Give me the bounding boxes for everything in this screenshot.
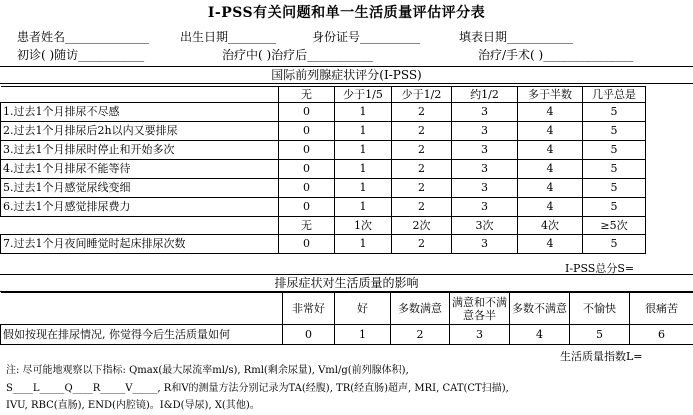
table-row <box>1 198 646 217</box>
score-cell[interactable]: 2 <box>392 179 452 198</box>
notes-line-3: IVU, RBC(直肠), END(内腔镜)。I&D(导尿), X(其他)。 <box>6 400 260 411</box>
column-header: 好 <box>335 293 391 325</box>
score-cell[interactable]: 5 <box>583 198 646 217</box>
score-cell[interactable]: 3 <box>452 103 518 122</box>
column-header: 约1/2 <box>452 87 518 103</box>
question-text: 假如按现在排尿情况, 你觉得今后生活质量如何 <box>1 325 283 345</box>
column-header: 不愉快 <box>570 293 630 325</box>
score-cell[interactable]: 4 <box>518 198 583 217</box>
question-text: 2.过去1个月排尿后2h以内又要排尿 <box>1 122 279 141</box>
score-cell[interactable]: 1 <box>335 198 392 217</box>
score-cell[interactable]: 1 <box>335 325 391 345</box>
score-cell[interactable]: 2 <box>392 198 452 217</box>
question-text: 5.过去1个月感觉尿线变细 <box>1 179 279 198</box>
table-row <box>1 160 646 179</box>
column-header: 少于1/5 <box>335 87 392 103</box>
patient-name-field[interactable]: 患者姓名______________ <box>17 30 150 44</box>
table-row <box>1 122 646 141</box>
score-cell[interactable]: 3 <box>452 160 518 179</box>
score-cell[interactable]: 2 <box>392 160 452 179</box>
score-cell[interactable]: 4 <box>518 122 583 141</box>
score-cell[interactable]: 4 <box>518 141 583 160</box>
table-row <box>1 179 646 198</box>
score-cell[interactable]: 1 <box>335 122 392 141</box>
fill-date-field[interactable]: 填表日期___________ <box>459 30 574 44</box>
column-header: ≥5次 <box>583 217 646 235</box>
score-cell[interactable]: 1 <box>335 160 392 179</box>
visit-type-field[interactable]: 初诊( )随访___________ <box>17 48 145 62</box>
score-cell[interactable]: 4 <box>518 160 583 179</box>
table-row <box>1 141 646 160</box>
qol-index-score[interactable]: 生活质量指数L= <box>560 350 643 363</box>
column-header: 4次 <box>518 217 583 235</box>
question-text: 7.过去1个月夜间睡觉时起床排尿次数 <box>1 235 279 254</box>
ipss-header-row <box>1 87 646 103</box>
score-cell[interactable]: 2 <box>392 122 452 141</box>
blank-cell <box>1 87 279 103</box>
table-row <box>1 235 646 254</box>
score-cell[interactable]: 1 <box>335 103 392 122</box>
score-cell[interactable]: 0 <box>279 141 335 160</box>
score-cell[interactable]: 2 <box>391 325 450 345</box>
column-header: 多数满意 <box>391 293 450 325</box>
score-cell[interactable]: 2 <box>392 141 452 160</box>
blank-cell <box>1 217 279 235</box>
column-header: 满意和不满意各半 <box>450 293 510 325</box>
table-row <box>1 103 646 122</box>
score-cell[interactable]: 0 <box>279 198 335 217</box>
score-cell[interactable]: 0 <box>283 325 335 345</box>
qol-table <box>0 292 693 345</box>
score-cell[interactable]: 4 <box>518 179 583 198</box>
score-cell[interactable]: 0 <box>279 103 335 122</box>
score-cell[interactable]: 6 <box>630 325 693 345</box>
score-cell[interactable]: 5 <box>583 179 646 198</box>
score-cell[interactable]: 3 <box>450 325 510 345</box>
score-cell[interactable]: 5 <box>583 141 646 160</box>
notes-line-2: S____L_____Q____R_____V_____, R和V的测量方法分别记录为TA(经腹), TR(经直肠)超声, MRI, CAT(CT扫描), <box>6 383 509 394</box>
blank-cell <box>1 293 283 325</box>
score-cell[interactable]: 5 <box>583 103 646 122</box>
question-text: 3.过去1个月排尿时停止和开始多次 <box>1 141 279 160</box>
page-title: I-PSS有关问题和单一生活质量评估评分表 <box>207 5 486 21</box>
birth-date-field[interactable]: 出生日期________ <box>180 30 277 44</box>
score-cell[interactable]: 1 <box>335 141 392 160</box>
column-header: 无 <box>279 217 335 235</box>
score-cell[interactable]: 3 <box>452 179 518 198</box>
column-header: 多数不满意 <box>510 293 570 325</box>
score-cell[interactable]: 3 <box>452 198 518 217</box>
score-cell[interactable]: 0 <box>279 179 335 198</box>
score-cell[interactable]: 1 <box>335 235 392 254</box>
score-cell[interactable]: 4 <box>518 235 583 254</box>
id-number-field[interactable]: 身份证号__________ <box>312 30 421 44</box>
column-header: 无 <box>279 87 335 103</box>
surgery-field[interactable]: 治疗/手术( )_______________ <box>478 48 634 62</box>
column-header: 2次 <box>392 217 452 235</box>
table-row <box>1 325 693 345</box>
question-text: 1.过去1个月排尿不尽感 <box>1 103 279 122</box>
score-cell[interactable]: 4 <box>518 103 583 122</box>
score-cell[interactable]: 5 <box>583 160 646 179</box>
qol-section-title: 排尿症状对生活质量的影响 <box>0 274 693 292</box>
score-cell[interactable]: 3 <box>452 141 518 160</box>
question-text: 4.过去1个月排尿不能等待 <box>1 160 279 179</box>
ipss-table <box>0 86 646 254</box>
qol-header-row <box>1 293 693 325</box>
column-header: 3次 <box>452 217 518 235</box>
column-header: 很痛苦 <box>630 293 693 325</box>
score-cell[interactable]: 5 <box>570 325 630 345</box>
score-cell[interactable]: 5 <box>583 235 646 254</box>
score-cell[interactable]: 3 <box>452 122 518 141</box>
question-text: 6.过去1个月感觉排尿费力 <box>1 198 279 217</box>
score-cell[interactable]: 2 <box>392 235 452 254</box>
score-cell[interactable]: 0 <box>279 235 335 254</box>
ipss-section-title: 国际前列腺症状评分(I-PSS) <box>0 66 693 84</box>
score-cell[interactable]: 4 <box>510 325 570 345</box>
score-cell[interactable]: 2 <box>392 103 452 122</box>
column-header: 几乎总是 <box>583 87 646 103</box>
score-cell[interactable]: 1 <box>335 179 392 198</box>
treatment-status-field[interactable]: 治疗中( )治疗后___________ <box>222 48 374 62</box>
ipss-header-row-2 <box>1 217 646 235</box>
column-header: 多于半数 <box>518 87 583 103</box>
column-header: 非常好 <box>283 293 335 325</box>
notes-line-1: 注: 尽可能地观察以下指标: Qmax(最大尿流率ml/s), Rml(剩余尿量), Vml/g(前列腺体积), <box>6 365 409 376</box>
ipss-total-score[interactable]: I-PSS总分S= <box>565 262 635 275</box>
score-cell[interactable]: 0 <box>279 122 335 141</box>
column-header: 1次 <box>335 217 392 235</box>
score-cell[interactable]: 0 <box>279 160 335 179</box>
score-cell[interactable]: 5 <box>583 122 646 141</box>
column-header: 少于1/2 <box>392 87 452 103</box>
score-cell[interactable]: 3 <box>452 235 518 254</box>
